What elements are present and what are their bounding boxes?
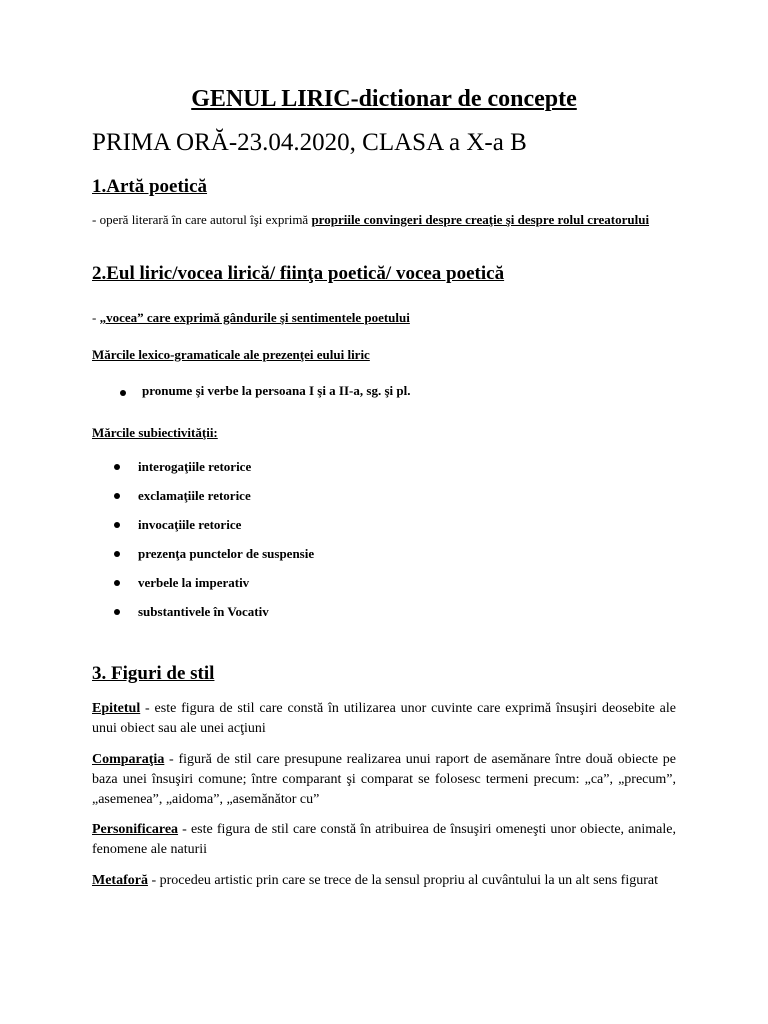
figure-text: - figură de stil care presupune realizarea unui raport de asemănare între două obiecte pe baza unei însuşiri comune; între comparant şi comparat se folosesc termeni precum: „ca”, „precum”, „asemenea”, „aidoma”, „asemănător cu” — [92, 752, 676, 807]
marks-label: Mărcile lexico-gramaticale ale prezenţei eului liric — [92, 347, 370, 362]
figure-term: Personificarea — [92, 822, 179, 837]
bullet-icon — [114, 493, 120, 499]
subjectivity-item: verbele la imperativ — [138, 575, 250, 590]
figure-text: - este figura de stil care constă în utilizarea unor cuvinte care exprimă însuşiri deosebite ale unui obiect sau ale unei acţiuni — [92, 701, 676, 736]
definition-prefix: - operă literară în care autorul îşi exprimă — [92, 212, 312, 227]
section-3-heading: 3. Figuri de stil — [92, 663, 215, 684]
section-1-definition — [92, 210, 676, 230]
document-subtitle: PRIMA ORĂ-23.04.2020, CLASA a X-a B — [92, 129, 527, 156]
figure-epitet — [92, 699, 676, 739]
bullet-icon — [114, 522, 120, 528]
figure-personificare — [92, 820, 676, 860]
subjectivity-item: interogaţiile retorice — [138, 459, 252, 474]
section-2-definition — [92, 308, 676, 328]
bullet-icon — [114, 551, 120, 557]
bullet-icon — [120, 390, 126, 396]
subjectivity-label: Mărcile subiectivităţii: — [92, 425, 218, 440]
section-2-heading: 2.Eul liric/vocea lirică/ fiinţa poetică/ vocea poetică — [92, 263, 505, 284]
bullet-icon — [114, 464, 120, 470]
figure-term: Metaforă — [92, 873, 148, 888]
subjectivity-item: exclamaţiile retorice — [138, 488, 251, 503]
subjectivity-item: substantivele în Vocativ — [138, 604, 269, 619]
figure-metafora — [92, 871, 676, 891]
definition-prefix: - — [92, 310, 100, 325]
marks-item: pronume şi verbe la persoana I şi a II-a, sg. şi pl. — [142, 383, 411, 398]
definition-emphasis: propriile convingeri despre creaţie şi despre rolul creatorului — [311, 212, 650, 227]
document-title: GENUL LIRIC-dictionar de concepte — [191, 86, 577, 112]
figure-term: Comparaţia — [92, 752, 165, 767]
section-1-heading: 1.Artă poetică — [92, 176, 208, 197]
figure-text: - este figura de stil care constă în atribuirea de însuşiri omeneşti unor obiecte, animale, fenomene ale naturii — [92, 822, 676, 857]
subjectivity-item: prezenţa punctelor de suspensie — [138, 546, 315, 561]
figure-text: - procedeu artistic prin care se trece de la sensul propriu al cuvântului la un alt sens figurat — [147, 873, 658, 888]
figure-term: Epitetul — [92, 701, 141, 716]
subjectivity-item: invocaţiile retorice — [138, 517, 242, 532]
bullet-icon — [114, 580, 120, 586]
figure-comparatie — [92, 750, 676, 810]
definition-emphasis: „vocea” care exprimă gândurile şi sentimentele poetului — [99, 310, 410, 325]
bullet-icon — [114, 609, 120, 615]
